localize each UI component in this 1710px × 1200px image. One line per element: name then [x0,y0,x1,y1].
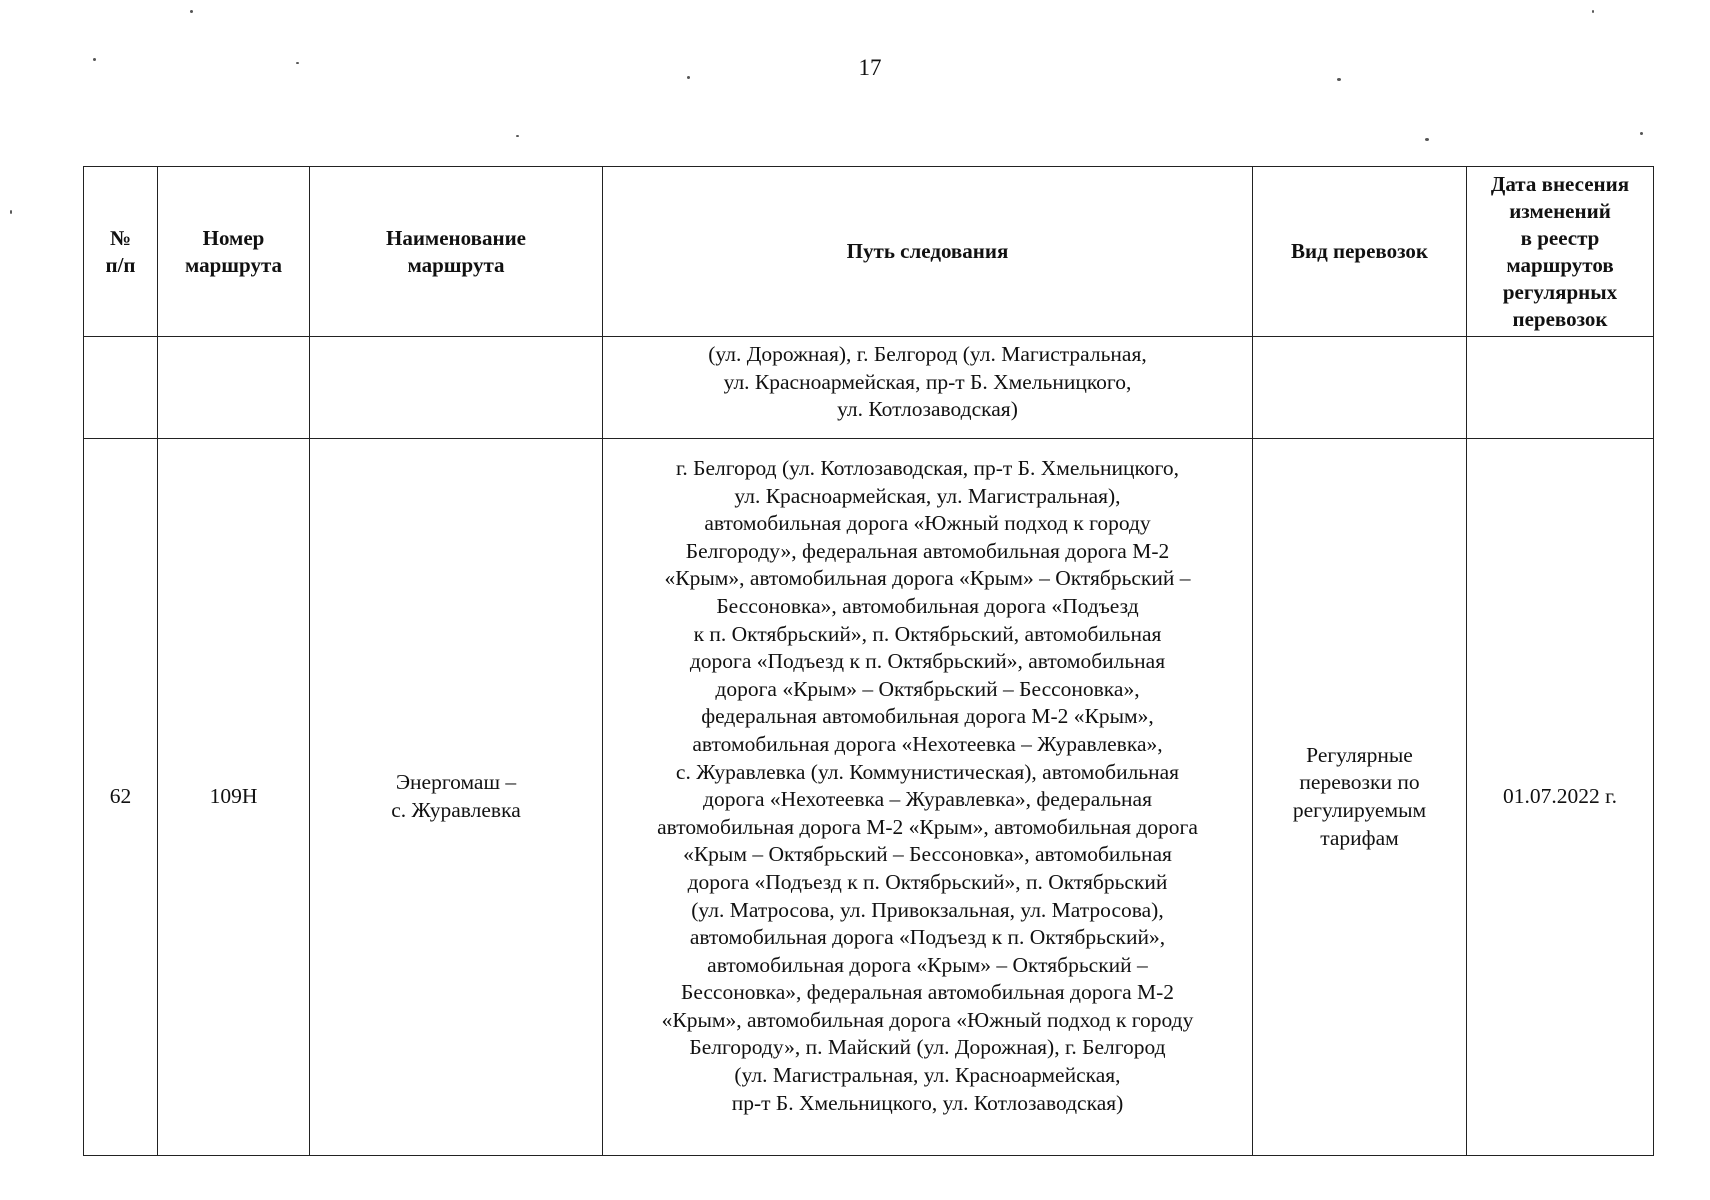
cell-path-continuation: (ул. Дорожная), г. Белгород (ул. Магистральная, ул. Красноармейская, пр-т Б. Хмельницкого, ул. Котлозаводская) [603,337,1253,439]
scan-speck [687,76,690,79]
scan-speck [1337,78,1341,81]
cell-transport-type-empty [1253,337,1467,439]
header-num: № п/п [84,167,158,337]
page-number: 17 [858,55,882,80]
header-route-number: Номер маршрута [158,167,310,337]
table-row [84,439,1654,1156]
cell-route-number-empty [158,337,310,439]
header-transport-type: Вид перевозок [1253,167,1467,337]
table-header-row [84,167,1654,337]
cell-route-name: Энергомаш – с. Журавлевка [310,439,603,1156]
cell-change-date: 01.07.2022 г. [1467,439,1654,1156]
header-route-name: Наименование маршрута [310,167,603,337]
table-row-continuation [84,337,1654,439]
route-registry-table [83,166,1654,1156]
scan-speck [93,58,96,61]
cell-change-date-empty [1467,337,1654,439]
scan-speck [10,210,12,214]
cell-route-name-empty [310,337,603,439]
header-path: Путь следования [603,167,1253,337]
scan-speck [296,62,299,64]
header-change-date: Дата внесения изменений в реестр маршрутов регулярных перевозок [1467,167,1654,337]
scan-speck [1640,132,1643,135]
cell-num: 62 [84,439,158,1156]
scan-speck [516,135,519,137]
scan-speck [1425,138,1429,141]
scan-speck [190,10,193,13]
cell-path: г. Белгород (ул. Котлозаводская, пр-т Б. Хмельницкого, ул. Красноармейская, ул. Магистральная), автомобильная дорога «Южный подход к городу Белгороду», федеральная автомобильная дорога М-2 «Крым», автомобильная дорога «Крым» – Октябрьский – Бессоновка», автомобильная дорога «Подъезд к п. Октябрьский», п. Октябрьский, автомобильная дорога «Подъезд к п. Октябрьский», автомобильная дорога «Крым» – Октябрьский – Бессоновка», федеральная автомобильная дорога М-2 «Крым», автомобильная дорога «Нехотеевка – Журавлевка», с. Журавлевка (ул. Коммунистическая), автомобильная дорога «Нехотеевка – Журавлевка», федеральная автомобильная дорога М-2 «Крым», автомобильная дорога «Крым – Октябрьский – Бессоновка», автомобильная дорога «Подъезд к п. Октябрьский», п. Октябрьский (ул. Матросова, ул. Привокзальная, ул. Матросова), автомобильная дорога «Подъезд к п. Октябрьский», автомобильная дорога «Крым» – Октябрьский – Бессоновка», федеральная автомобильная дорога М-2 «Крым», автомобильная дорога «Южный подход к городу Белгороду», п. Майский (ул. Дорожная), г. Белгород (ул. Магистральная, ул. Красноармейская, пр-т Б. Хмельницкого, ул. Котлозаводская) [603,439,1253,1156]
scan-speck [1592,10,1594,13]
cell-num-empty [84,337,158,439]
cell-transport-type: Регулярные перевозки по регулируемым тарифам [1253,439,1467,1156]
cell-route-number: 109Н [158,439,310,1156]
